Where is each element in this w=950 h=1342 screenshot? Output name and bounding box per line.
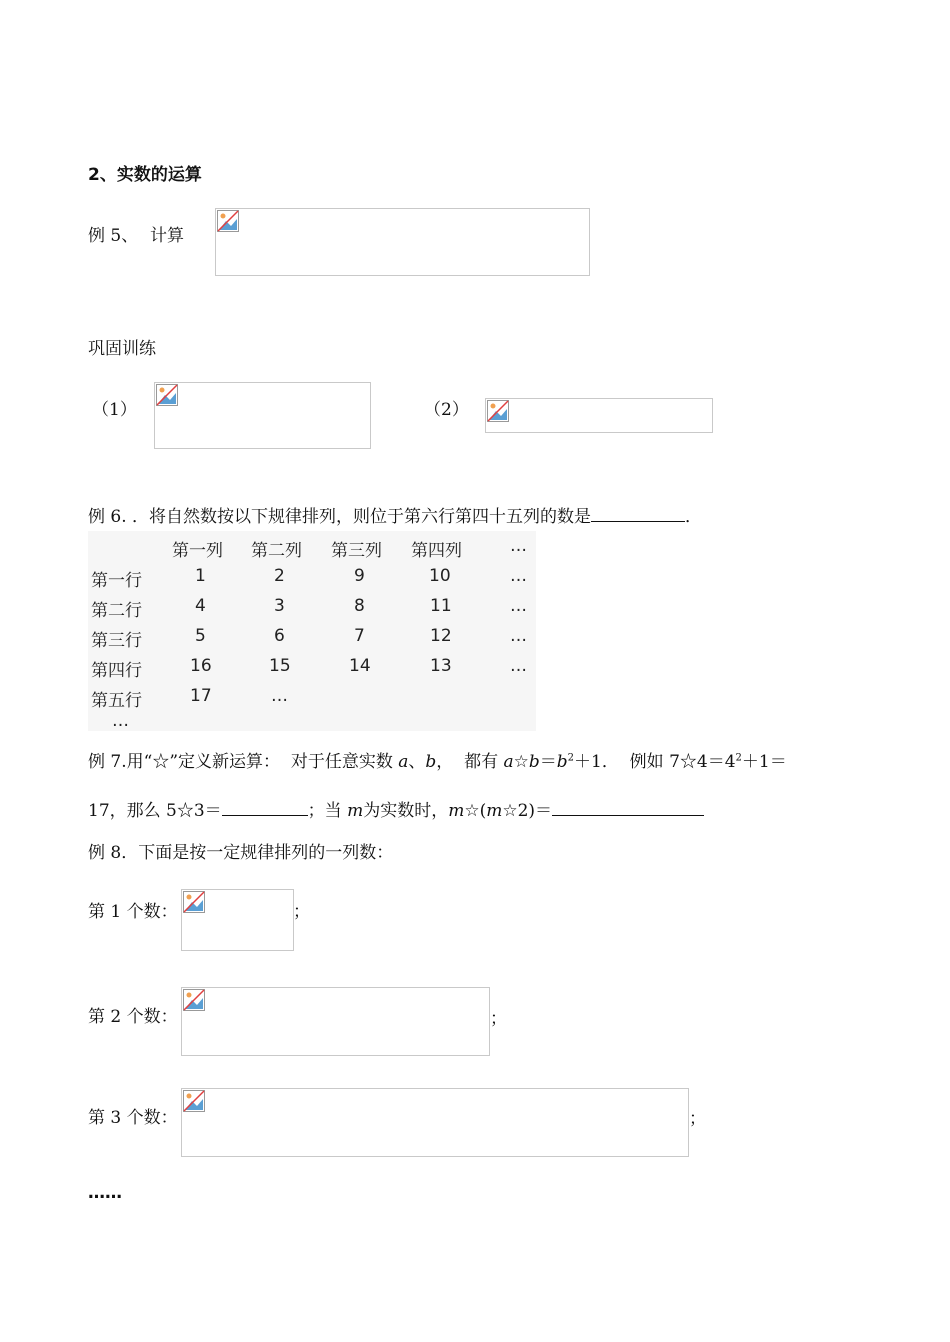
table-row-label: 第四行 [91, 661, 142, 681]
table-cell: 9 [354, 566, 365, 586]
var-m: m [448, 801, 465, 821]
table-cell: 13 [430, 656, 452, 676]
table-cell: 10 [429, 566, 451, 586]
table-row-label: 第三行 [91, 631, 142, 651]
ex8-num3-label: 第 3 个数： [88, 1108, 178, 1128]
var-a: a [398, 752, 409, 772]
practice-item-1-label: （1） [92, 400, 137, 420]
table-cell: 11 [430, 596, 452, 616]
ex7-q1: 17，那么 5☆3＝ [88, 801, 222, 821]
table-header: 第二列 [251, 541, 302, 561]
ex7-q4: ☆( [464, 801, 487, 821]
table-cell: 8 [354, 596, 365, 616]
ex7-condition: 对于任意实数 [290, 752, 393, 772]
table-cell: 7 [354, 626, 365, 646]
ex8-intro: 例 8．下面是按一定规律排列的一列数： [88, 843, 394, 863]
table-cell: 12 [430, 626, 452, 646]
ex7-q5: ☆2)＝ [502, 801, 553, 821]
ex6-question [88, 502, 702, 527]
ex8-num3-image [181, 1088, 689, 1157]
expr-a: a [503, 752, 514, 772]
table-header: 第三列 [331, 541, 382, 561]
ex7-q2: ；当 [307, 801, 342, 821]
ex7-answer-blank-1 [222, 799, 308, 816]
table-cell: 6 [274, 626, 285, 646]
ex7-have: 都有 [464, 752, 499, 772]
table-cell: … [510, 656, 527, 676]
practice-title: 巩固训练 [88, 339, 156, 359]
table-cell: … [510, 596, 527, 616]
ex5-label: 例 5、 [88, 226, 139, 246]
practice-1-formula-image [154, 382, 371, 449]
table-cell: … [510, 626, 527, 646]
table-cell: 14 [349, 656, 371, 676]
table-row-label: 第一行 [91, 571, 142, 591]
table-cell: 5 [195, 626, 206, 646]
ex7-intro: 例 7.用“☆”定义新运算： [88, 752, 281, 772]
table-header: 第四列 [411, 541, 462, 561]
table-cell: 17 [190, 686, 212, 706]
ex7-comma: ， [436, 752, 454, 772]
expr-b2: b [556, 752, 568, 772]
ex6-text: 例 6. ．将自然数按以下规律排列，则位于第六行第四十五列的数是 [88, 507, 592, 527]
table-cell: … [271, 686, 288, 706]
broken-image-icon [487, 400, 509, 422]
ex5-text: 计算 [150, 226, 184, 246]
practice-2-formula-image [485, 398, 713, 433]
expr-b: b [528, 752, 540, 772]
table-cell: … [510, 566, 527, 586]
plus-one: ＋1． [574, 752, 619, 772]
ex8-num2-image [181, 987, 490, 1056]
ex5-formula-image [215, 208, 590, 276]
number-arrangement-table [88, 531, 536, 731]
table-cell: 3 [274, 596, 285, 616]
equals: ＝ [539, 752, 557, 772]
ex7-line-2 [88, 796, 704, 821]
star-op: ☆ [513, 752, 529, 772]
var-m: m [347, 801, 364, 821]
exponent: 2 [735, 752, 742, 764]
table-row-label: 第二行 [91, 601, 142, 621]
exponent: 2 [567, 752, 575, 764]
ex8-num1-label: 第 1 个数： [88, 902, 178, 922]
table-cell: 15 [269, 656, 291, 676]
ex6-end: ． [685, 507, 703, 527]
ex8-num2-label: 第 2 个数： [88, 1007, 178, 1027]
ex7-example-end: ＋1＝ [741, 752, 787, 772]
table-tail: … [112, 711, 129, 731]
ex7-q3: 为实数时， [363, 801, 449, 821]
section-heading: 2、实数的运算 [88, 165, 202, 185]
ex8-num2-semicolon: ； [490, 1009, 507, 1029]
ex8-ellipsis: …… [88, 1183, 122, 1203]
ex7-sep: 、 [408, 752, 426, 772]
ex7-example: 例如 7☆4＝4 [629, 752, 736, 772]
ex8-num1-semicolon: ； [293, 902, 310, 922]
ex8-num3-semicolon: ； [689, 1109, 706, 1129]
practice-item-2-label: （2） [424, 400, 469, 420]
ex7-line-1 [88, 747, 787, 772]
table-cell: 4 [195, 596, 206, 616]
broken-image-icon [183, 1090, 205, 1112]
ex7-answer-blank-2 [552, 799, 704, 816]
var-m: m [486, 801, 503, 821]
broken-image-icon [217, 210, 239, 232]
var-b: b [425, 752, 437, 772]
broken-image-icon [183, 989, 205, 1011]
table-row-label: 第五行 [91, 691, 142, 711]
broken-image-icon [183, 891, 205, 913]
table-cell: 16 [190, 656, 212, 676]
broken-image-icon [156, 384, 178, 406]
table-header: … [510, 536, 527, 556]
ex8-num1-image [181, 889, 294, 951]
table-cell: 1 [195, 566, 206, 586]
table-cell: 2 [274, 566, 285, 586]
table-header: 第一列 [172, 541, 223, 561]
ex6-answer-blank [591, 505, 685, 522]
